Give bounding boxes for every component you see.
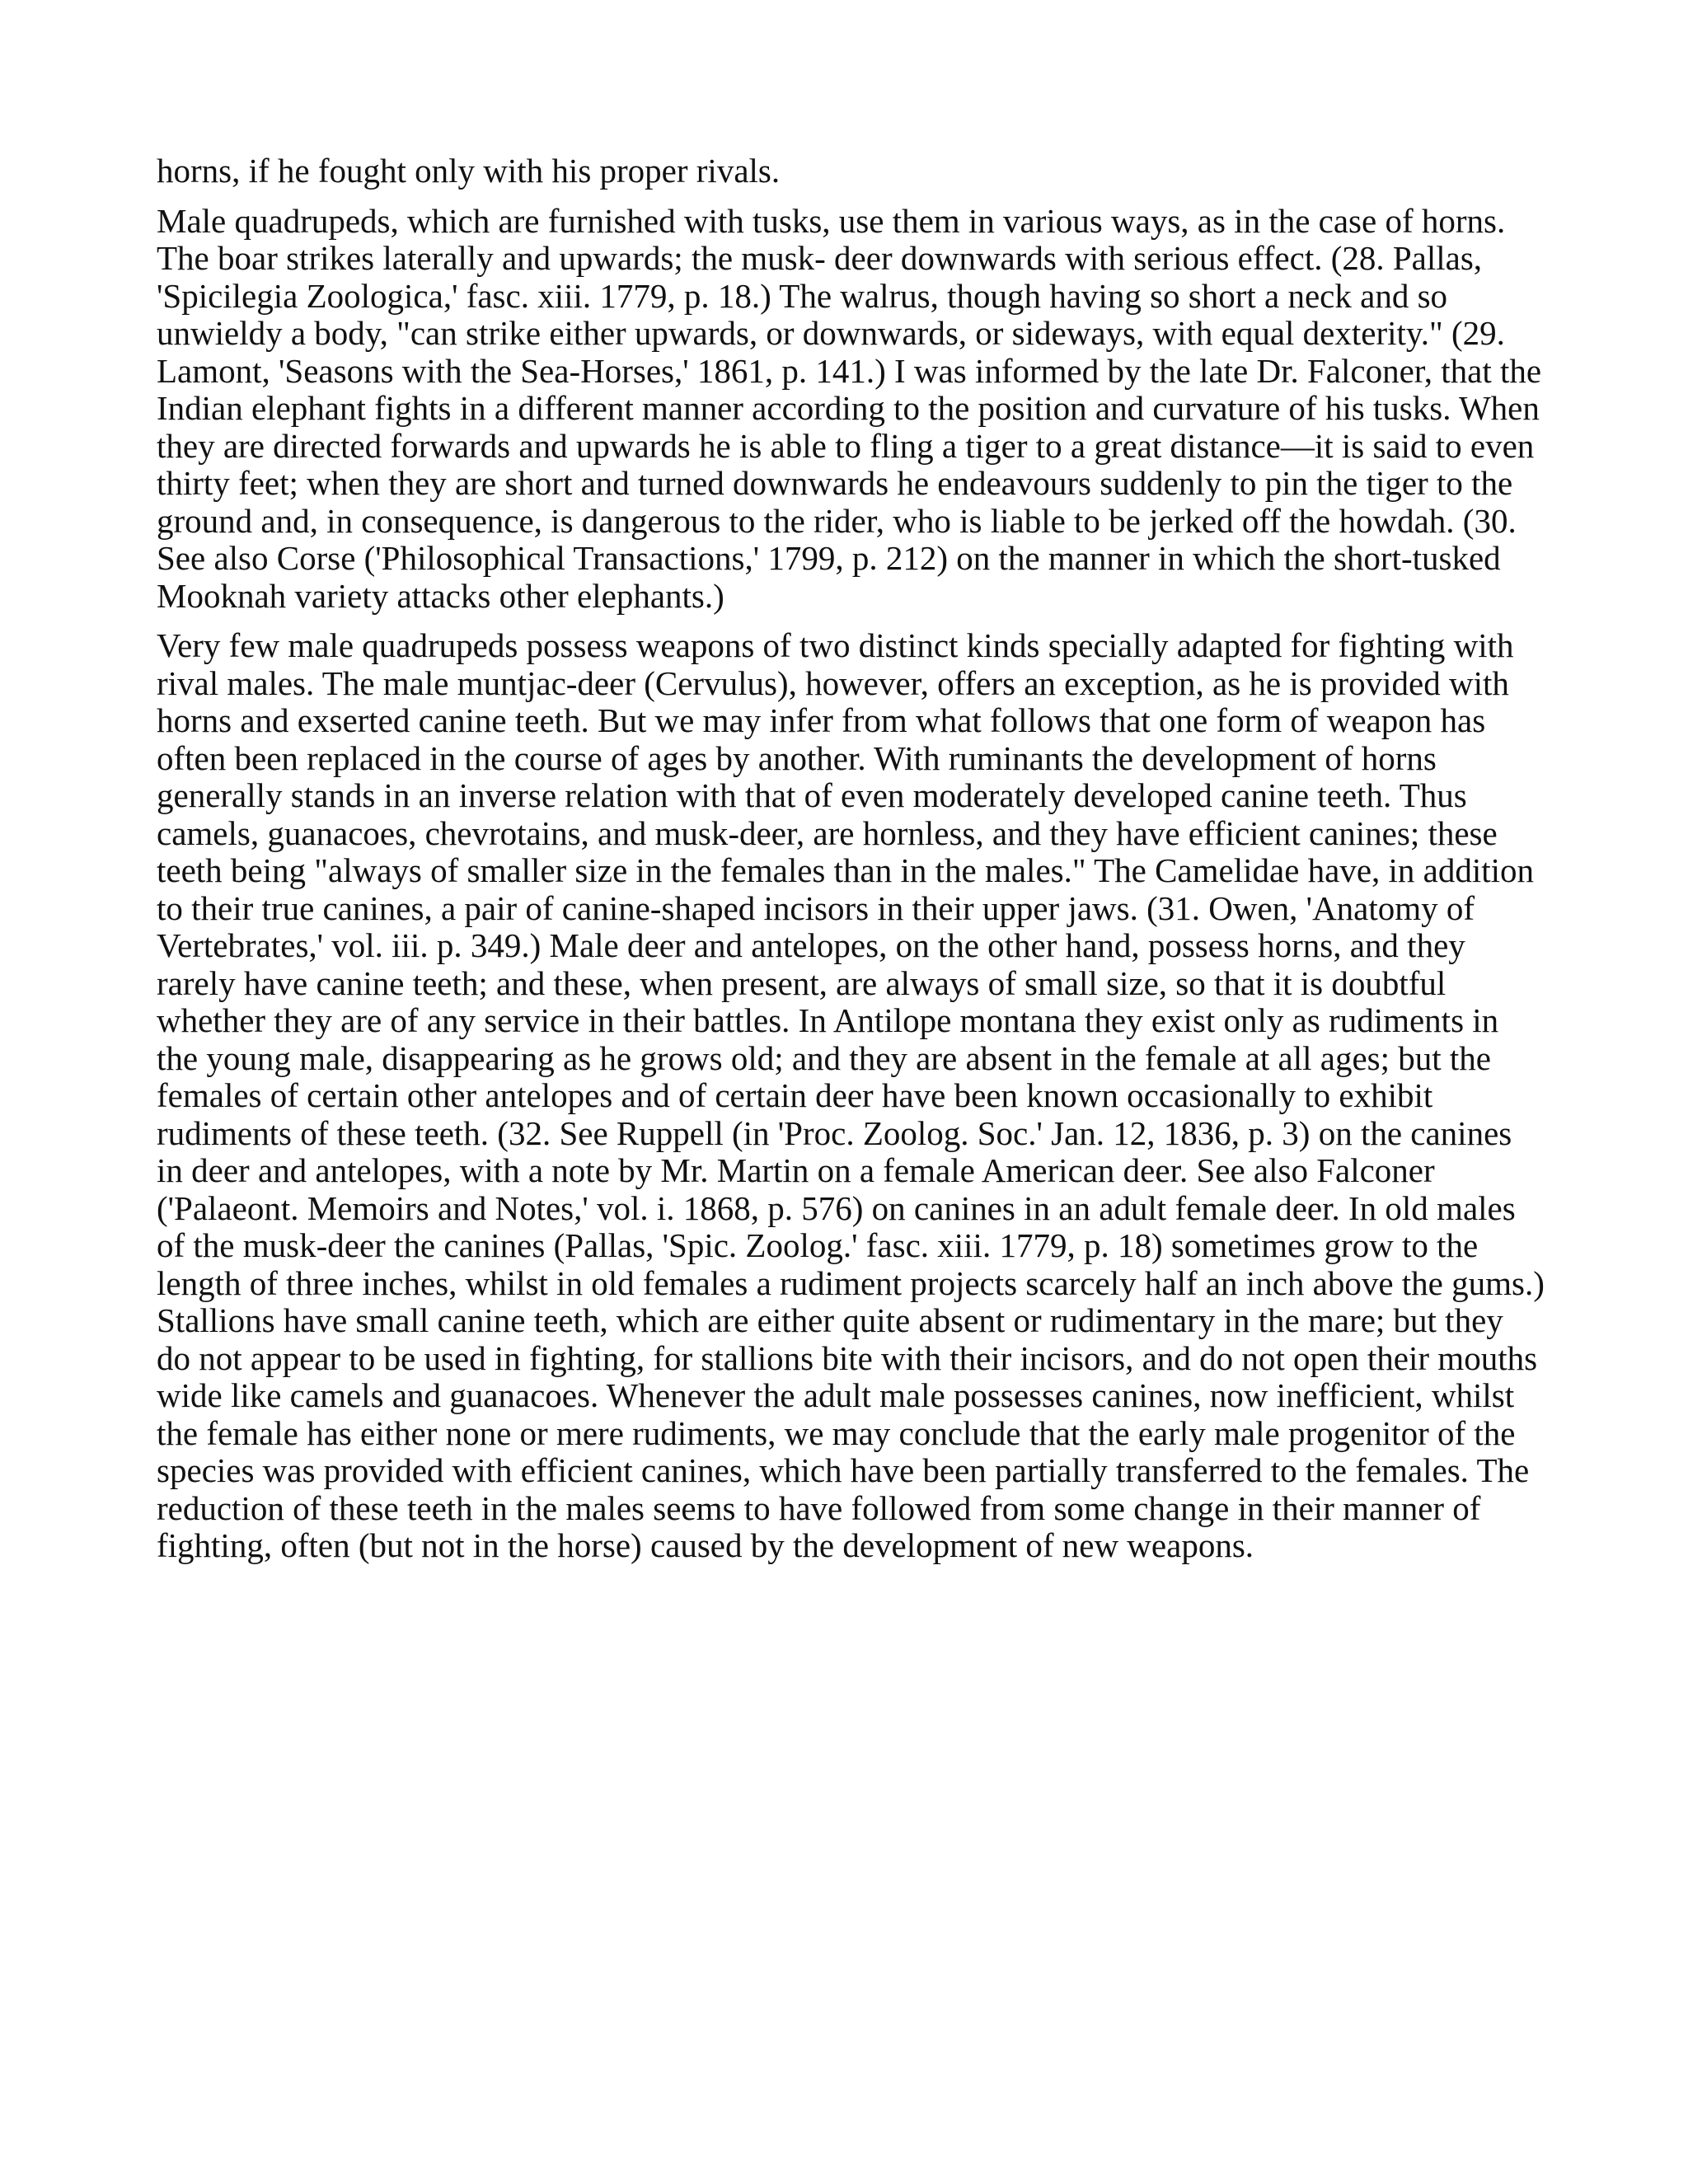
paragraph-2: Male quadrupeds, which are furnished with tusks, use them in various ways, as in the case of horns. The boar strikes laterally and upwards; the musk- deer downwards with serious effect. (28. Pallas, 'Spicilegia Zoologica,' fasc. xiii. 1779, p. 18.) The walrus, though having so short a neck and so unwieldy a body, "can strike either upwards, or downwards, or sideways, with equal dexterity." (29. Lamont, 'Seasons with the Sea-Horses,' 1861, p. 141.) I was informed by the late Dr. Falconer, that the Indian elephant fights in a different manner according to the position and curvature of his tusks. When they are directed forwards and upwards he is able to fling a tiger to a great distance—it is said to even thirty feet; when they are short and turned downwards he endeavours suddenly to pin the tiger to the ground and, in consequence, is dangerous to the rider, who is liable to be jerked off the howdah. (30. See also Corse ('Philosophical Transactions,' 1799, p. 212) on the manner in which the short-tusked Mooknah variety attacks other elephants.) (157, 201, 1542, 615)
paragraph-3: Very few male quadrupeds possess weapons of two distinct kinds specially adapted for fighting with rival males. The male muntjac-deer (Cervulus), however, offers an exception, as he is provided with horns and exserted canine teeth. But we may infer from what follows that one form of weapon has often been replaced in the course of ages by another. With ruminants the development of horns generally stands in an inverse relation with that of even moderately developed canine teeth. Thus camels, guanacoes, chevrotains, and musk-deer, are hornless, and they have efficient canines; these teeth being "always of smaller size in the females than in the males." The Camelidae have, in addition to their true canines, a pair of canine-shaped incisors in their upper jaws. (31. Owen, 'Anatomy of Vertebrates,' vol. iii. p. 349.) Male deer and antelopes, on the other hand, possess horns, and they rarely have canine teeth; and these, when present, are always of small size, so that it is doubtful whether they are of any service in their battles. In Antilope montana they exist only as rudiments in the young male, disappearing as he grows old; and they are absent in the female at all ages; but the females of certain other antelopes and of certain deer have been known occasionally to exhibit rudiments of these teeth. (32. See Ruppell (in 'Proc. Zoolog. Soc.' Jan. 12, 1836, p. 3) on the canines in deer and antelopes, with a note by Mr. Martin on a female American deer. See also Falconer ('Palaeont. Memoirs and Notes,' vol. i. 1868, p. 576) on canines in an adult female deer. In old males of the musk-deer the canines (Pallas, 'Spic. Zoolog.' fasc. xiii. 1779, p. 18) sometimes grow to the length of three inches, whilst in old females a rudiment projects scarcely half an inch above the gums.) Stallions have small canine teeth, which are either quite absent or rudimentary in the mare; but they do not appear to be used in fighting, for stallions bite with their incisors, and do not open their mouths wide like camels and guanacoes. Whenever the adult male possesses canines, now inefficient, whilst the female has either none or mere rudiments, we may conclude that the early male progenitor of the species was provided with efficient canines, which have been partially transferred to the females. The reduction of these teeth in the males seems to have followed from some change in their manner of fighting, often (but not in the horse) caused by the development of new weapons. (157, 626, 1545, 1564)
paragraph-1: horns, if he fought only with his proper rivals. (157, 152, 781, 190)
document-page (157, 152, 1545, 1577)
